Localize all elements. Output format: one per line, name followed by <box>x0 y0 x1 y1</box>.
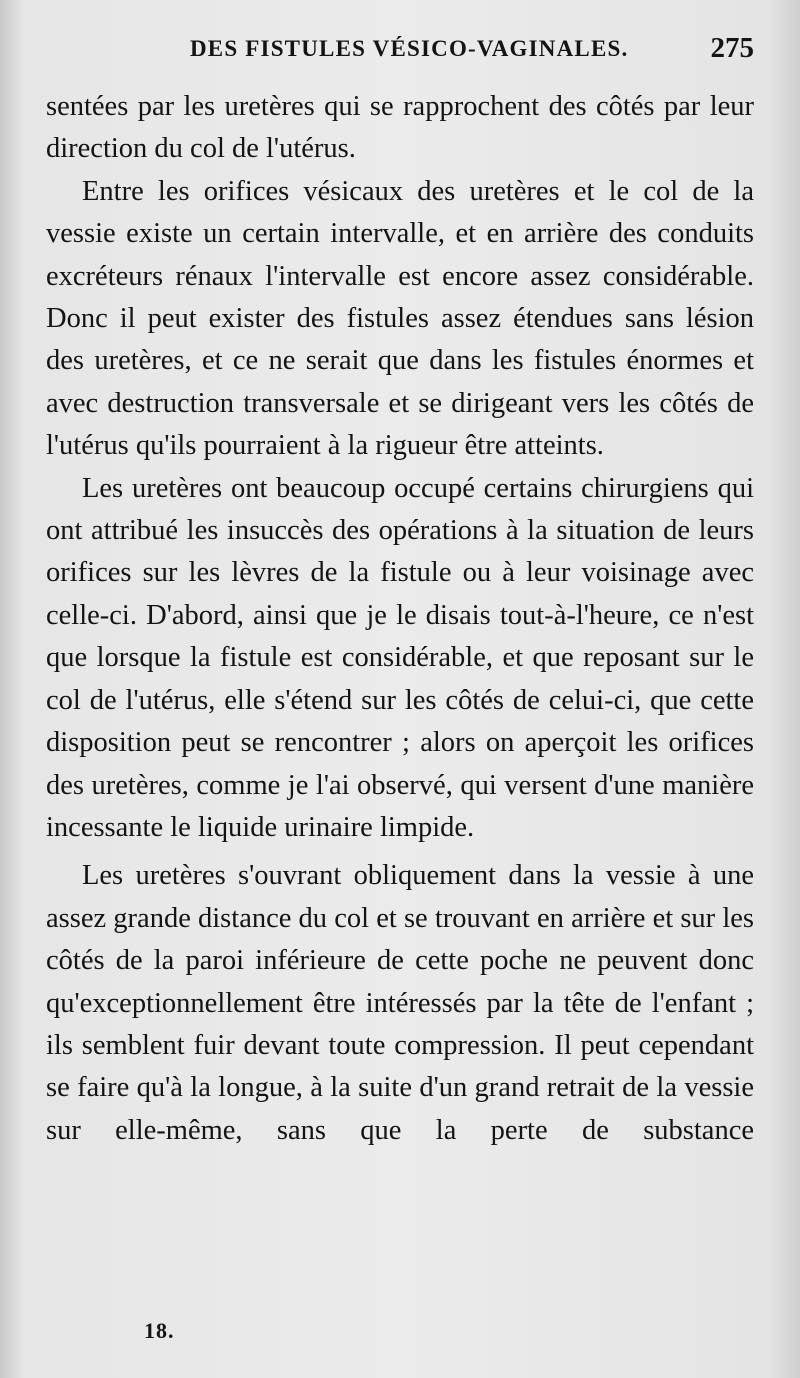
paragraph: Entre les orifices vésicaux des uretères et le col de la vessie existe un certain intervalle, et en arrière des conduits excréteurs rénaux l'intervalle est encore assez considérable. Donc il peut exister des fistules assez étendues sans lésion des uretères, et ce ne serait que dans les fistules énormes et avec destruction transversale et se dirigeant vers les côtés de l'utérus qu'ils pourraient à la rigueur être atteints. <box>46 175 754 462</box>
signature-mark: 18. <box>144 1318 175 1343</box>
page-number: 275 <box>710 32 754 64</box>
running-title: DES FISTULES VÉSICO-VAGINALES. <box>190 36 629 61</box>
paragraph: Les uretères s'ouvrant obliquement dans la vessie à une assez grande distance du col et se trouvant en arrière et sur les côtés de la paroi inférieure de cette poche ne peuvent donc qu'exceptionnellement être intéressés par la tête de l'enfant ; ils semblent fuir devant toute compression. Il peut cependant se faire qu'à la longue, à la suite d'un grand retrait de la vessie sur elle-même, sans que la perte de substance <box>46 860 754 1146</box>
body-text <box>46 86 754 1152</box>
paragraph: Les uretères ont beaucoup occupé certains chirurgiens qui ont attribué les insuccès des opérations à la situation de leurs orifices sur les lèvres de la fistule ou à leur voisinage avec celle-ci. D'abord, ainsi que je le disais tout-à-l'heure, ce n'est que lorsque la fistule est considérable, et que reposant sur le col de l'utérus, elle s'étend sur les côtés de celui-ci, que cette disposition peut se rencontrer ; alors on aperçoit les orifices des uretères, comme je l'ai observé, qui versent d'une manière incessante le liquide urinaire limpide. <box>46 472 754 843</box>
paragraph-continuation: sentées par les uretères qui se rapprochent des côtés par leur direction du col de l'utérus. <box>46 91 754 165</box>
page-header <box>0 32 800 76</box>
